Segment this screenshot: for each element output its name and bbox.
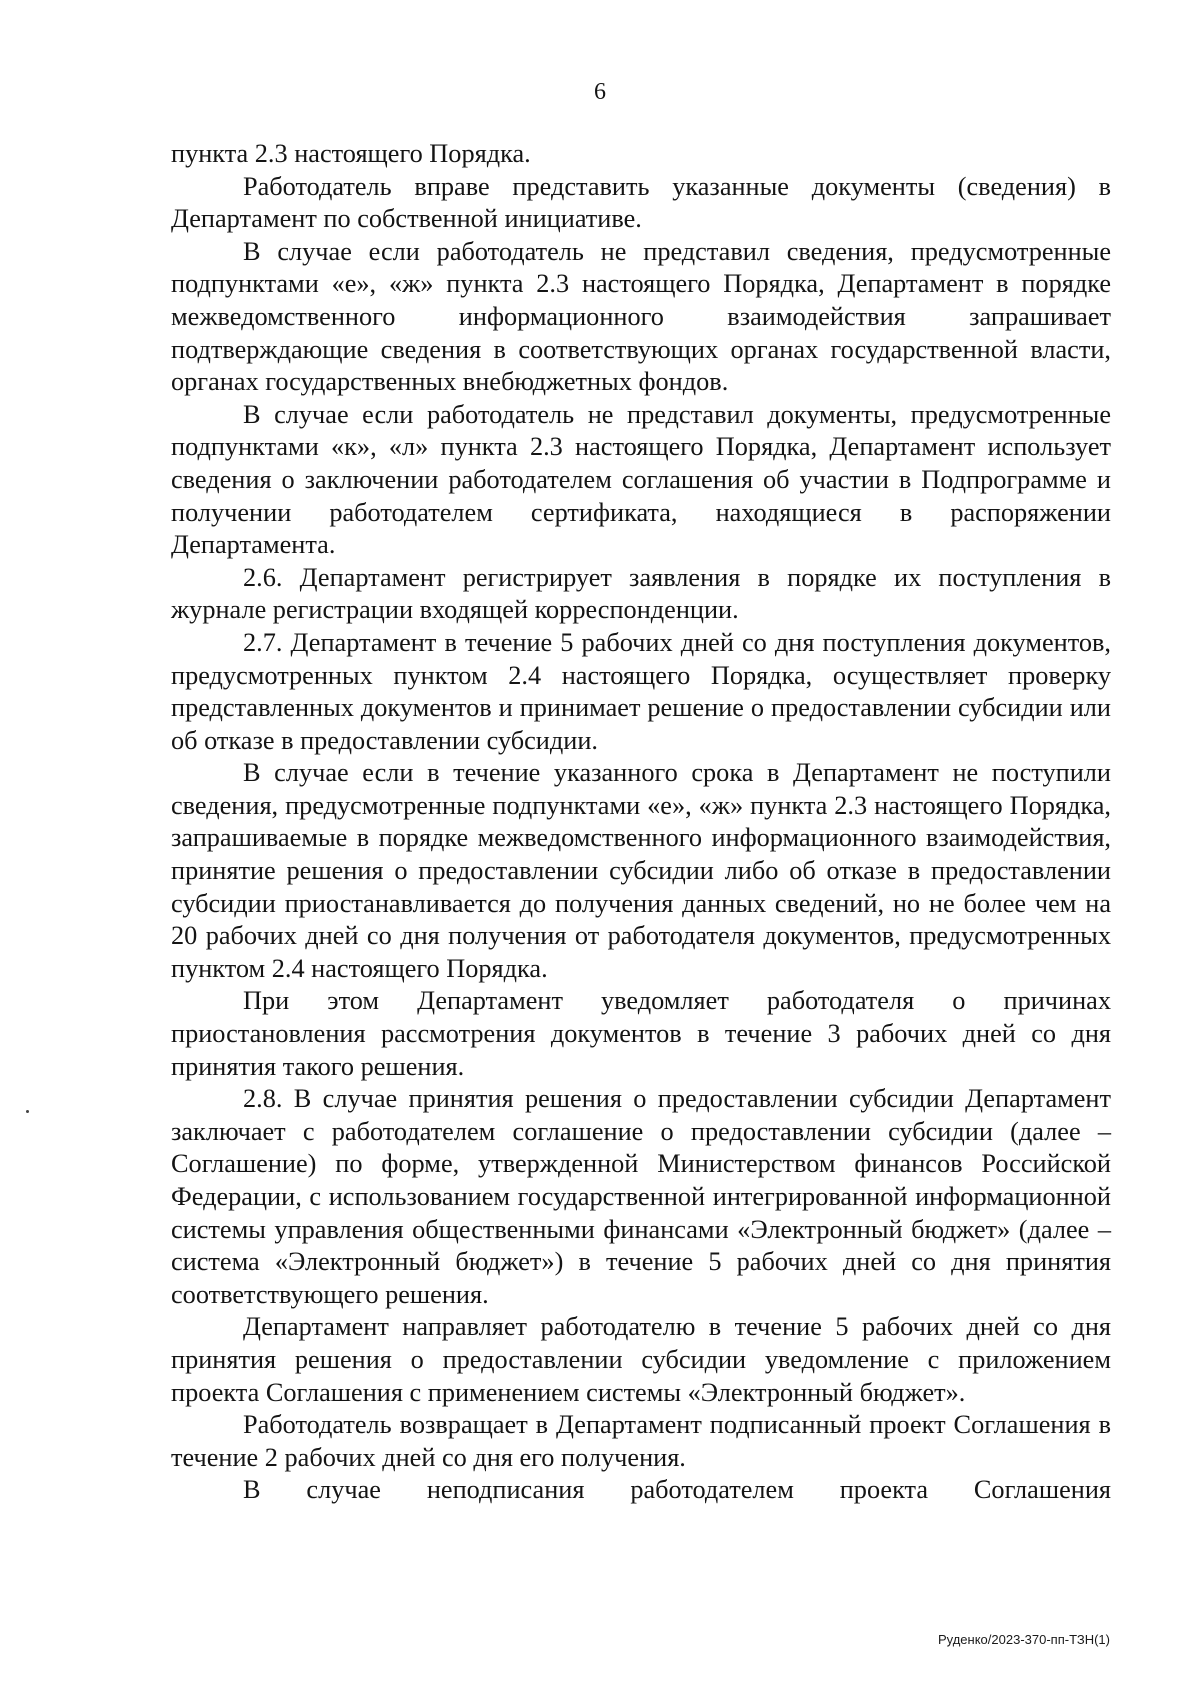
paragraph: Работодатель возвращает в Департамент подписанный проект Соглашения в течение 2 рабочих дней со дня его получения. [171, 1410, 1111, 1472]
paragraph: Работодатель вправе представить указанные документы (сведения) в Департамент по собственной инициативе. [171, 171, 1111, 234]
document-footer-code: Руденко/2023-370-пп-ТЗН(1) [937, 1632, 1110, 1647]
paragraph: В случае если работодатель не представил сведения, предусмотренные подпунктами «е», «ж» пункта 2.3 настоящего Порядка, Департамент в порядке межведомственного информационного взаимодействия запрашивает подтверждающие сведения в соответствующих органах государственной власти, органах государственных внебюджетных фондов. [171, 236, 1111, 397]
paragraph: Департамент направляет работодателю в течение 5 рабочих дней со дня принятия решения о предоставлении субсидии уведомление с приложением проекта Соглашения с применением системы «Электронный бюджет». [171, 1312, 1111, 1407]
page-number: 6 [594, 79, 606, 105]
paragraph-section-2-7: 2.7. Департамент в течение 5 рабочих дней со дня поступления документов, предусмотренных пунктом 2.4 настоящего Порядка, осуществляет проверку представленных документов и принимает решение о предоставлении субсидии или об отказе в предоставлении субсидии. [171, 627, 1111, 755]
paragraph-continuation: пункта 2.3 настоящего Порядка. [171, 139, 531, 168]
paragraph-section-2-6: 2.6. Департамент регистрирует заявления в порядке их поступления в журнале регистрации входящей корреспонденции. [171, 562, 1111, 625]
document-body [171, 138, 1111, 1507]
paragraph: В случае если работодатель не представил документы, предусмотренные подпунктами «к», «л» пункта 2.3 настоящего Порядка, Департамент использует сведения о заключении работодателем соглашения об участии в Подпрограмме и получении работодателем сертификата, находящиеся в распоряжении Департамента. [171, 399, 1111, 560]
paragraph-section-2-8: 2.8. В случае принятия решения о предоставлении субсидии Департамент заключает с работодателем соглашение о предоставлении субсидии (далее – Соглашение) по форме, утвержденной Министерством финансов Российской Федерации, с использованием государственной интегрированной информационной системы управления общественными финансами «Электронный бюджет» (далее – система «Электронный бюджет») в течение 5 рабочих дней со дня принятия соответствующего решения. [171, 1084, 1111, 1309]
paragraph: В случае если в течение указанного срока в Департамент не поступили сведения, предусмотренные подпунктами «е», «ж» пункта 2.3 настоящего Порядка, запрашиваемые в порядке межведомственного информационного взаимодействия, принятие решения о предоставлении субсидии либо об отказе в предоставлении субсидии приостанавливается до получения данных сведений, но не более чем на 20 рабочих дней со дня получения от работодателя документов, предусмотренных пунктом 2.4 настоящего Порядка. [171, 758, 1111, 983]
margin-mark [26, 1110, 29, 1113]
paragraph: При этом Департамент уведомляет работодателя о причинах приостановления рассмотрения документов в течение 3 рабочих дней со дня принятия такого решения. [171, 986, 1111, 1081]
paragraph-continues-next-page: В случае неподписания работодателем проекта Соглашения [243, 1475, 1111, 1505]
